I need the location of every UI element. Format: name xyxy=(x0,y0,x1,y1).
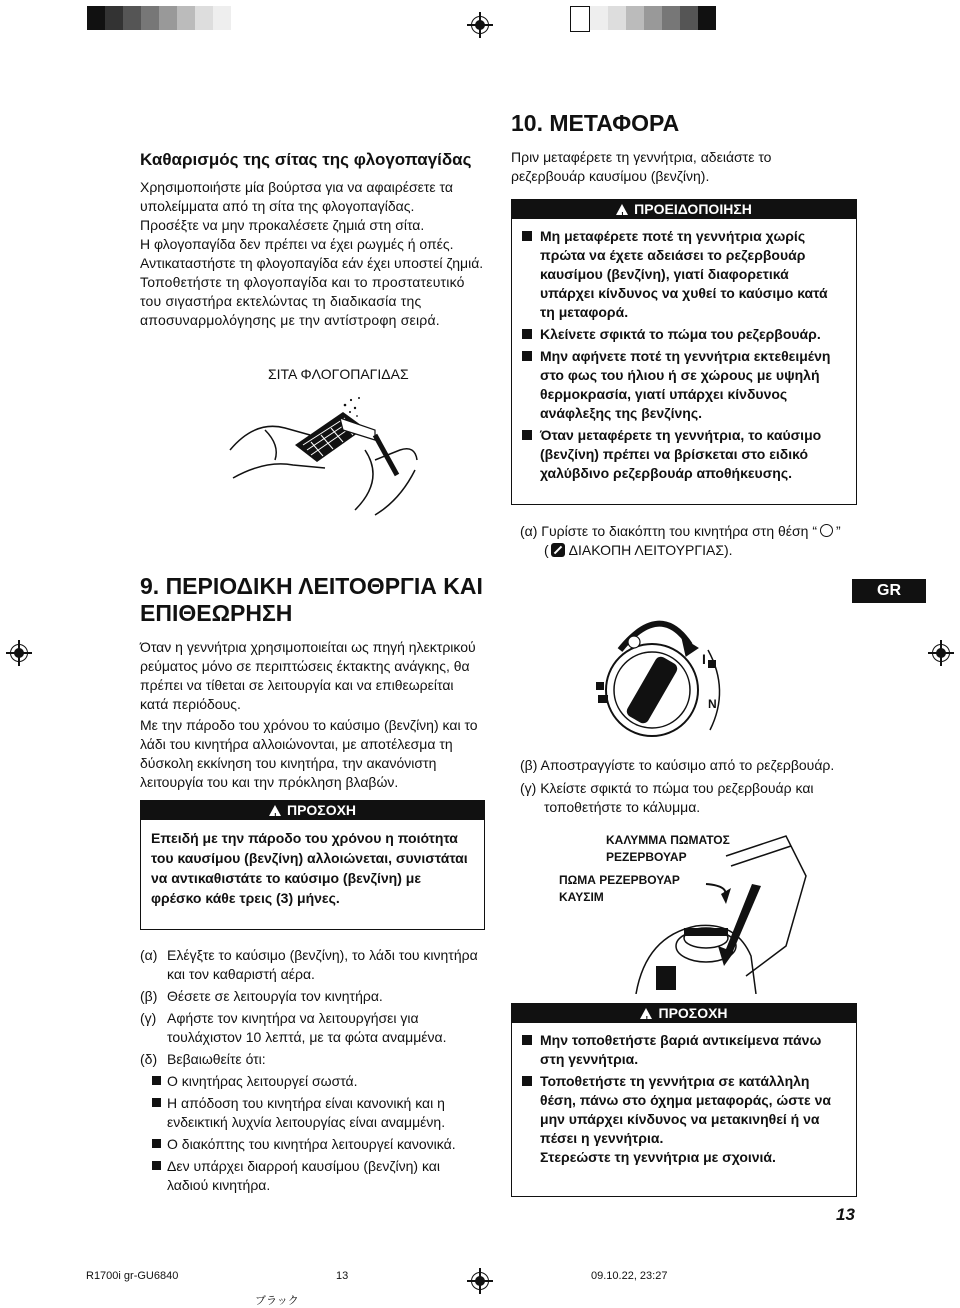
caution2-text: Τοποθετήστε τη γεννήτρια σε κατάλληλη θέση, πάνω στο όχημα μεταφοράς, ώστε να μην υπάρχει κίνδυνος να μετακινηθεί ή να πέσει η γεννήτρια. xyxy=(540,1073,831,1146)
step-item xyxy=(140,987,485,1006)
color-bar-right xyxy=(570,6,716,30)
cap-label xyxy=(559,872,680,906)
step-a-paren: ( xyxy=(544,542,549,558)
caution2-extra: Στερεώστε τη γεννήτρια με σχοινιά. xyxy=(540,1149,776,1165)
engine-switch-dial-illustration xyxy=(590,590,740,750)
footer-date: 09.10.22, 23:27 xyxy=(591,1270,668,1282)
step-a-text2: ΔΙΑΚΟΠΗ ΛΕΙΤΟΥΡΓΙΑΣ). xyxy=(568,542,733,558)
square-bullet-icon xyxy=(152,1098,161,1107)
warning-triangle-icon: ! xyxy=(640,1008,652,1019)
dial-on-label: I xyxy=(702,651,706,667)
footer-page: 13 xyxy=(336,1270,349,1282)
caution-box xyxy=(140,800,485,930)
caution2-header xyxy=(511,1003,857,1023)
section9-title xyxy=(140,573,483,627)
caution2-body xyxy=(511,1023,857,1197)
square-bullet-icon xyxy=(152,1161,161,1170)
warning-text: Μη μεταφέρετε ποτέ τη γεννήτρια χωρίς πρώτα να έχετε αδειάσει το ρεζερβουάρ καυσίμου (βενζίνη), γιατί διαφορετικά υπάρχει κίνδυνος να χυθεί το καύσιμο κατά τη μεταφορά. xyxy=(540,228,828,320)
step-a-line2 xyxy=(520,541,870,560)
checks-list xyxy=(152,1072,477,1195)
dial-off-label: N xyxy=(708,697,717,711)
cap-label-line1: ΠΩΜΑ ΡΕΖΕΡΒΟΥΑΡ xyxy=(559,873,680,887)
warning-title: ΠΡΟΕΙΔΟΠΟΙΗΣΗ xyxy=(634,201,752,217)
warning-body xyxy=(511,219,857,505)
step-label: (α) xyxy=(140,947,158,963)
caution2-item xyxy=(522,1031,846,1069)
section9-title-line1: 9. ΠΕΡΙΟΔΙΚΗ ΛΕΙΤΟΘΡΓΙΑ ΚΑΙ xyxy=(140,573,483,599)
cover-label xyxy=(606,832,730,866)
section9-paragraph: Όταν η γεννήτρια χρησιμοποιείται ως πηγή ηλεκτρικού ρεύματος μόνο σε περιπτώσεις έκτακτης ανάγκης, θα πρέπει να τίθεται σε λειτουργία και να επιθεωρείται κατά περιόδους. xyxy=(140,639,476,712)
warning-triangle-icon: ! xyxy=(616,204,628,215)
fuel-cap-figure xyxy=(556,826,816,994)
warning-text: Όταν μεταφέρετε τη γεννήτρια, το καύσιμο (βενζίνη) πρέπει να βρίσκεται στο ειδικό χαλύβδινο ρεζερβουάρ αποθήκευσης. xyxy=(540,427,822,481)
warning-item xyxy=(522,426,846,483)
sieve-paragraph: Τοποθετήστε τη φλογοπαγίδα και το προστατευτικό του σιγαστήρα εκτελώντας τη διαδικασία της αποσυναρμολόγησης με την αντίστροφη σειρά. xyxy=(140,274,465,328)
step-text: Αφήστε τον κινητήρα να λειτουργήσει για τουλάχιστον 10 λεπτά, με τα φώτα αναμμένα. xyxy=(167,1010,447,1045)
warning-triangle-icon: ! xyxy=(269,805,281,816)
square-bullet-icon xyxy=(522,1035,532,1045)
caution-title: ΠΡΟΣΟΧΗ xyxy=(286,802,357,818)
step-c xyxy=(520,779,814,817)
registration-mark-right xyxy=(928,640,954,666)
step-text: Ελέγξτε το καύσιμο (βενζίνη), το λάδι του κινητήρα και τον καθαριστή αέρα. xyxy=(167,947,478,982)
registration-mark-bottom xyxy=(467,1268,493,1294)
footer-color-name: ブラック xyxy=(255,1295,299,1307)
language-tab: GR xyxy=(852,579,926,603)
warning-text: Κλείνετε σφικτά το πώμα του ρεζερβουάρ. xyxy=(540,326,821,342)
sieve-paragraph: Η φλογοπαγίδα δεν πρέπει να έχει ρωγμές ή οπές. Αντικαταστήστε τη φλογοπαγίδα εάν έχει υποστεί ζημιά. xyxy=(140,236,484,271)
step-a xyxy=(520,522,870,560)
step-text: Βεβαιωθείτε ότι: xyxy=(167,1051,266,1067)
caution-body xyxy=(140,820,485,930)
caution-header xyxy=(140,800,485,820)
section10-title: 10. ΜΕΤΑΦΟΡΑ xyxy=(511,110,680,136)
check-text: Ο κινητήρας λειτουργεί σωστά. xyxy=(167,1073,358,1089)
square-bullet-icon xyxy=(152,1076,161,1085)
sieve-paragraph: Προσέξτε να μην προκαλέσετε ζημιά στη σίτα. xyxy=(140,217,425,233)
check-text: Ο διακόπτης του κινητήρα λειτουργεί κανονικά. xyxy=(167,1136,456,1152)
check-text: Η απόδοση του κινητήρα είναι κανονική και η ενδεικτική λυχνία λειτουργίας είναι αναμμένη. xyxy=(167,1095,446,1130)
square-bullet-icon xyxy=(522,231,532,241)
color-bar-left xyxy=(87,6,231,30)
step-a-text: (α) Γυρίστε το διακόπτη του κινητήρα στη θέση “ xyxy=(520,523,818,539)
step-item xyxy=(140,1050,485,1069)
page-number: 13 xyxy=(836,1205,855,1224)
step-c-line2: τοποθετήστε το κάλυμμα. xyxy=(544,799,701,815)
warning-item xyxy=(522,325,846,344)
section9-text xyxy=(140,638,485,792)
section10-intro: Πριν μεταφέρετε τη γεννήτρια, αδειάστε το ρεζερβουάρ καυσίμου (βενζίνη). xyxy=(511,149,772,184)
sieve-cleaning-illustration xyxy=(225,390,425,520)
section9-title-line2: ΕΠΙΘΕΩΡΗΣΗ xyxy=(140,600,293,626)
warning-item xyxy=(522,227,846,322)
step-a-line1 xyxy=(520,522,870,541)
step-item xyxy=(140,946,485,984)
check-item xyxy=(152,1157,477,1195)
square-bullet-icon xyxy=(152,1139,161,1148)
steps-list xyxy=(140,946,485,1198)
sieve-title: Καθαρισμός της σίτας της φλογοπαγίδας xyxy=(140,150,472,169)
caution2-text: Μην τοποθετήστε βαριά αντικείμενα πάνω στη γεννήτρια. xyxy=(540,1032,822,1067)
square-bullet-icon xyxy=(522,430,532,440)
sieve-paragraph: Χρησιμοποιήστε μία βούρτσα για να αφαιρέσετε τα υπολείμματα από τη σίτα της φλογοπαγίδας. xyxy=(140,179,453,214)
caution2-item xyxy=(522,1072,846,1148)
check-item xyxy=(152,1094,477,1132)
square-bullet-icon xyxy=(522,351,532,361)
step-c-line1: (γ) Κλείστε σφικτά το πώμα του ρεζερβουάρ και xyxy=(520,780,814,796)
step-label: (δ) xyxy=(140,1051,158,1067)
registration-mark-left xyxy=(6,640,32,666)
step-text: Θέσετε σε λειτουργία τον κινητήρα. xyxy=(167,988,383,1004)
off-circle-icon xyxy=(820,524,833,537)
warning-item xyxy=(522,347,846,423)
caution2-title: ΠΡΟΣΟΧΗ xyxy=(658,1005,728,1021)
step-label: (γ) xyxy=(140,1010,157,1026)
step-a-quote: ” xyxy=(836,523,841,539)
caution2-box xyxy=(511,1003,857,1197)
cap-label-line2: ΚΑΥΣΙΜ xyxy=(559,890,604,904)
check-item xyxy=(152,1072,477,1091)
warning-header xyxy=(511,199,857,219)
step-b: (β) Αποστραγγίστε το καύσιμο από το ρεζερβουάρ. xyxy=(520,757,835,773)
square-bullet-icon xyxy=(522,1076,532,1086)
engine-off-icon xyxy=(551,543,565,557)
warning-box xyxy=(511,199,857,505)
step-label: (β) xyxy=(140,988,158,1004)
cover-label-line2: ΡΕΖΕΡΒΟΥΑΡ xyxy=(606,850,687,864)
section9-paragraph: Με την πάροδο του χρόνου το καύσιμο (βενζίνη) και το λάδι του κινητήρα αλλοιώνονται, με αποτέλεσμα τη δύσκολη εκκίνηση του κινητήρα, την ακανόνιστη λειτουργία του και την πρόκληση βλαβών. xyxy=(140,717,478,790)
sieve-text xyxy=(140,178,490,330)
check-item xyxy=(152,1135,477,1154)
square-bullet-icon xyxy=(522,329,532,339)
cover-label-line1: ΚΑΛΥΜΜΑ ΠΩΜΑΤΟΣ xyxy=(606,833,730,847)
warning-text: Μην αφήνετε ποτέ τη γεννήτρια εκτεθειμένη στο φως του ήλιου ή σε χώρους με υψηλή θερμοκρασία, γιατί υπάρχει κίνδυνος ανάφλεξης της βενζίνης. xyxy=(540,348,831,421)
registration-mark-top xyxy=(467,12,493,38)
check-text: Δεν υπάρχει διαρροή καυσίμου (βενζίνη) και λαδιού κινητήρα. xyxy=(167,1158,440,1193)
caution-text: Επειδή με την πάροδο του χρόνου η ποιότητα του καυσίμου (βενζίνη) αλλοιώνεται, συνιστάται να αντικαθιστάτε το καύσιμο (βενζίνη) με φρέσκο κάθε τρεις (3) μήνες. xyxy=(151,830,468,906)
footer-file: R1700i gr-GU6840 xyxy=(86,1270,179,1282)
step-item xyxy=(140,1009,485,1047)
sieve-figure-label: ΣΙΤΑ ΦΛΟΓΟΠΑΓΙΔΑΣ xyxy=(268,366,409,382)
